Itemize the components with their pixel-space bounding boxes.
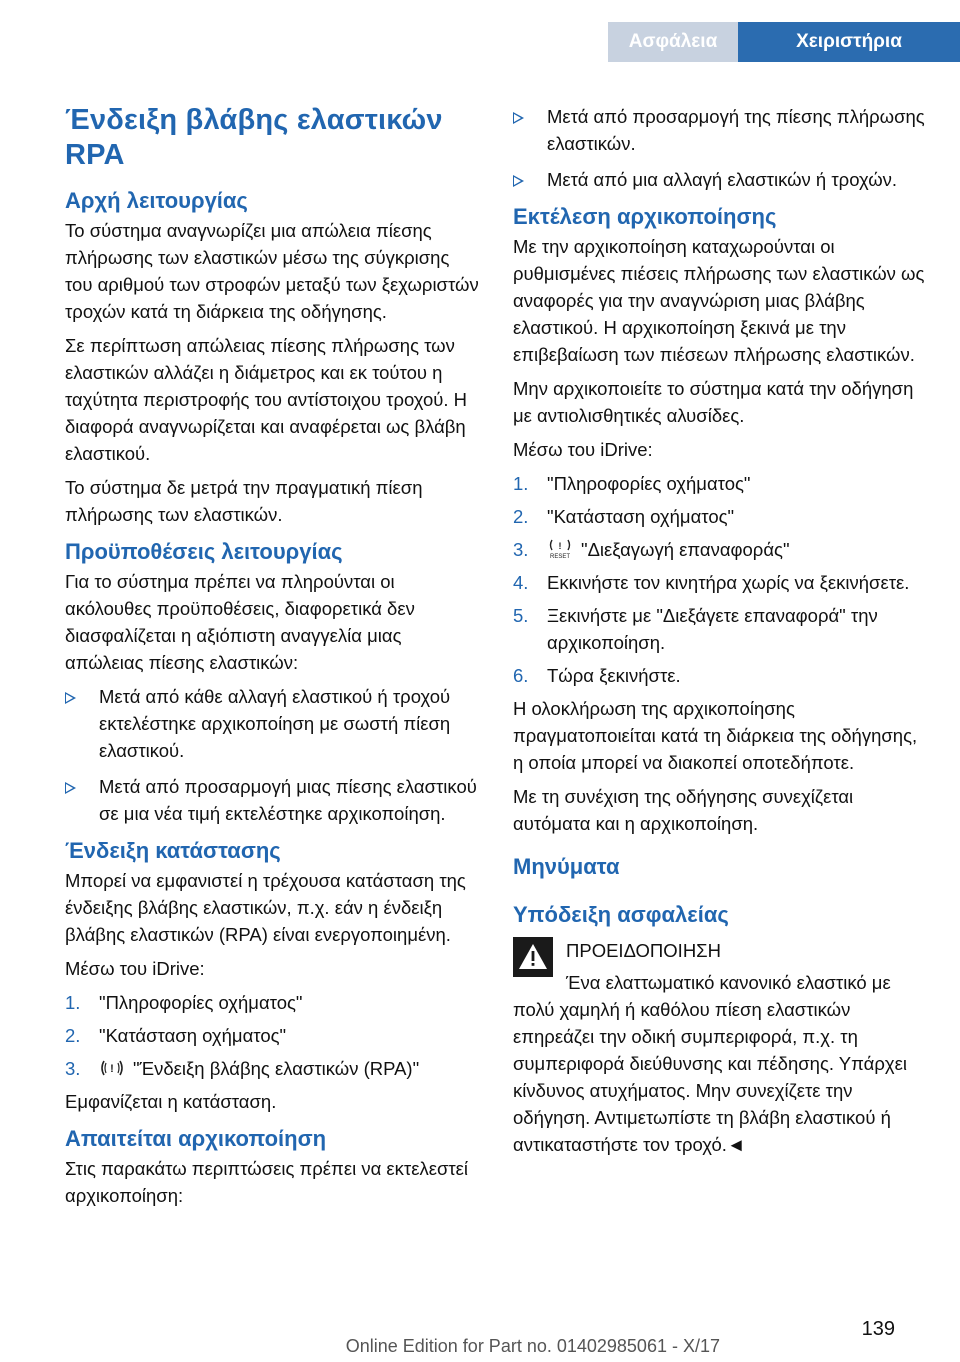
step-number: 4.	[513, 572, 529, 593]
page-number: 139	[861, 1318, 895, 1340]
list-item-text: Μετά από κάθε αλλαγή ελαστικού ή τροχού εκτελέστηκε αρχικοποίηση με σωστή πίεση ελαστικού.	[99, 686, 451, 761]
paragraph: Στις παρακάτω περιπτώσεις πρέπει να εκτελεστεί αρχικοποίηση:	[65, 1158, 469, 1206]
paragraph: Με την αρχικοποίηση καταχωρούνται οι ρυθμισμένες πιέσεις πλήρωσης των ελαστικών ως αναφορές για την αναγνώριση μιας βλάβης ελαστικού. Η αρχικοποίηση ξεκινά με την επιβεβαίωση των πιέσεων πλήρωσης ελαστικών.	[513, 236, 925, 365]
page-title: Ένδειξη βλάβης ελαστικών RPA	[65, 104, 443, 171]
paragraph: Μπορεί να εμφανιστεί η τρέχουσα κατάσταση της ένδειξης βλάβης ελαστικών, π.χ. εάν η ένδειξη βλάβης ελαστικών (RPA) είναι ενεργοποιημένη.	[65, 870, 466, 945]
step-text: "Πληροφορίες οχήματος"	[547, 473, 751, 494]
warning-triangle-icon	[513, 937, 553, 977]
step-number: 2.	[65, 1025, 81, 1046]
tab-controls[interactable]: Χειριστήρια	[738, 22, 960, 62]
tab-safety[interactable]: Ασφάλεια	[608, 22, 738, 62]
left-column	[65, 103, 479, 1216]
bullet-list	[513, 103, 927, 193]
list-item	[65, 683, 479, 764]
paragraph: Η ολοκλήρωση της αρχικοποίησης πραγματοποιείται κατά τη διάρκεια της οδήγησης, η οποία μπορεί να διακοπεί οποτεδήποτε.	[513, 698, 918, 773]
svg-text:!: !	[558, 541, 562, 552]
step-item	[513, 602, 927, 656]
step-text: Τώρα ξεκινήστε.	[547, 665, 681, 686]
section-heading-init-required: Απαιτείται αρχικοποίηση	[65, 1126, 327, 1151]
step-text: Εκκινήστε τον κινητήρα χωρίς να ξεκινήσετε.	[547, 572, 910, 593]
tire-reset-icon	[547, 539, 573, 559]
list-item-text: Μετά από προσαρμογή της πίεσης πλήρωσης ελαστικών.	[547, 106, 925, 154]
step-item	[65, 1022, 479, 1049]
list-item	[65, 773, 479, 827]
paragraph: Με τη συνέχιση της οδήγησης συνεχίζεται αυτόματα και η αρχικοποίηση.	[513, 786, 854, 834]
warning-text: Ένα ελαττωματικό κανονικό ελαστικό με πολύ χαμηλή ή καθόλου πίεση ελαστικών επηρεάζει την οδική συμπεριφορά, π.χ. τη συμπεριφορά διεύθυνσης και πέδησης. Υπάρχει κίνδυνος ατυχήματος. Μην συνεχίζετε την οδήγηση. Αντιμετωπίστε τη βλάβη ελαστικού ή αντικαταστήστε τον τροχό.◄	[513, 972, 907, 1155]
step-number: 2.	[513, 506, 529, 527]
section-heading-safety-note: Υπόδειξη ασφαλείας	[513, 902, 729, 927]
paragraph: Μέσω του iDrive:	[513, 439, 653, 460]
right-column	[513, 103, 927, 1158]
step-text: "Κατάσταση οχήματος"	[99, 1025, 287, 1046]
triangle-bullet-icon	[65, 782, 76, 794]
footer-edition: Online Edition for Part no. 01402985061 - X/17	[345, 1336, 720, 1356]
steps-list	[513, 470, 927, 689]
bullet-list	[65, 683, 479, 827]
paragraph: Το σύστημα δε μετρά την πραγματική πίεση πλήρωσης των ελαστικών.	[65, 477, 423, 525]
list-item-text: Μετά από μια αλλαγή ελαστικών ή τροχών.	[547, 169, 898, 190]
step-number: 1.	[65, 992, 81, 1013]
step-text: "Διεξαγωγή επαναφοράς"	[581, 539, 790, 560]
step-item	[513, 503, 927, 530]
paragraph: Το σύστημα αναγνωρίζει μια απώλεια πίεσης πλήρωσης των ελαστικών μέσω της σύγκρισης του αριθμού των στροφών μεταξύ των ξεχωριστών τροχών κατά τη διάρκεια της οδήγησης.	[65, 220, 479, 322]
svg-text:RESET: RESET	[549, 554, 571, 560]
step-text: "Κατάσταση οχήματος"	[547, 506, 735, 527]
step-number: 3.	[513, 539, 529, 560]
step-item	[513, 662, 927, 689]
triangle-bullet-icon	[513, 112, 524, 124]
warning-box	[513, 937, 927, 1158]
section-heading-principle: Αρχή λειτουργίας	[65, 188, 248, 213]
triangle-bullet-icon	[65, 692, 76, 704]
tire-warning-icon	[99, 1058, 125, 1078]
list-item	[513, 103, 927, 157]
step-text: "Ένδειξη βλάβης ελαστικών (RPA)"	[133, 1058, 420, 1079]
step-number: 1.	[513, 473, 529, 494]
warning-title: ΠΡΟΕΙΔΟΠΟΙΗΣΗ	[566, 940, 721, 961]
paragraph: Για το σύστημα πρέπει να πληρούνται οι ακόλουθες προϋποθέσεις, διαφορετικά δεν διασφαλίζεται η αξιόπιστη αναγγελία μιας απώλειας πίεσης ελαστικών:	[65, 571, 415, 673]
triangle-bullet-icon	[513, 175, 524, 187]
steps-list	[65, 989, 479, 1082]
section-heading-perform-init: Εκτέλεση αρχικοποίησης	[513, 204, 777, 229]
list-item-text: Μετά από προσαρμογή μιας πίεσης ελαστικού σε μια νέα τιμή εκτελέστηκε αρχικοποίηση.	[99, 776, 477, 824]
header-tabs	[608, 22, 960, 62]
step-text: "Πληροφορίες οχήματος"	[99, 992, 303, 1013]
step-item	[513, 536, 927, 563]
step-number: 6.	[513, 665, 529, 686]
step-item	[65, 1055, 479, 1082]
step-text: Ξεκινήστε με "Διεξάγετε επαναφορά" την αρχικοποίηση.	[547, 605, 878, 653]
step-item	[65, 989, 479, 1016]
step-item	[513, 569, 927, 596]
paragraph: Μέσω του iDrive:	[65, 958, 205, 979]
step-number: 3.	[65, 1058, 81, 1079]
paragraph: Σε περίπτωση απώλειας πίεσης πλήρωσης των ελαστικών αλλάζει η διάμετρος και εκ τούτου η ταχύτητα περιστροφής του αντίστοιχου τροχού. Η διαφορά αναγνωρίζεται και αναφέρεται ως βλάβη ελαστικού.	[65, 335, 468, 464]
list-item	[513, 166, 927, 193]
section-heading-status: Ένδειξη κατάστασης	[65, 838, 281, 863]
svg-text:!: !	[110, 1063, 114, 1076]
paragraph: Μην αρχικοποιείτε το σύστημα κατά την οδήγηση με αντιολισθητικές αλυσίδες.	[513, 378, 914, 426]
section-heading-prerequisites: Προϋποθέσεις λειτουργίας	[65, 539, 343, 564]
step-item	[513, 470, 927, 497]
paragraph: Εμφανίζεται η κατάσταση.	[65, 1091, 277, 1112]
section-heading-messages: Μηνύματα	[513, 854, 620, 879]
step-number: 5.	[513, 605, 529, 626]
